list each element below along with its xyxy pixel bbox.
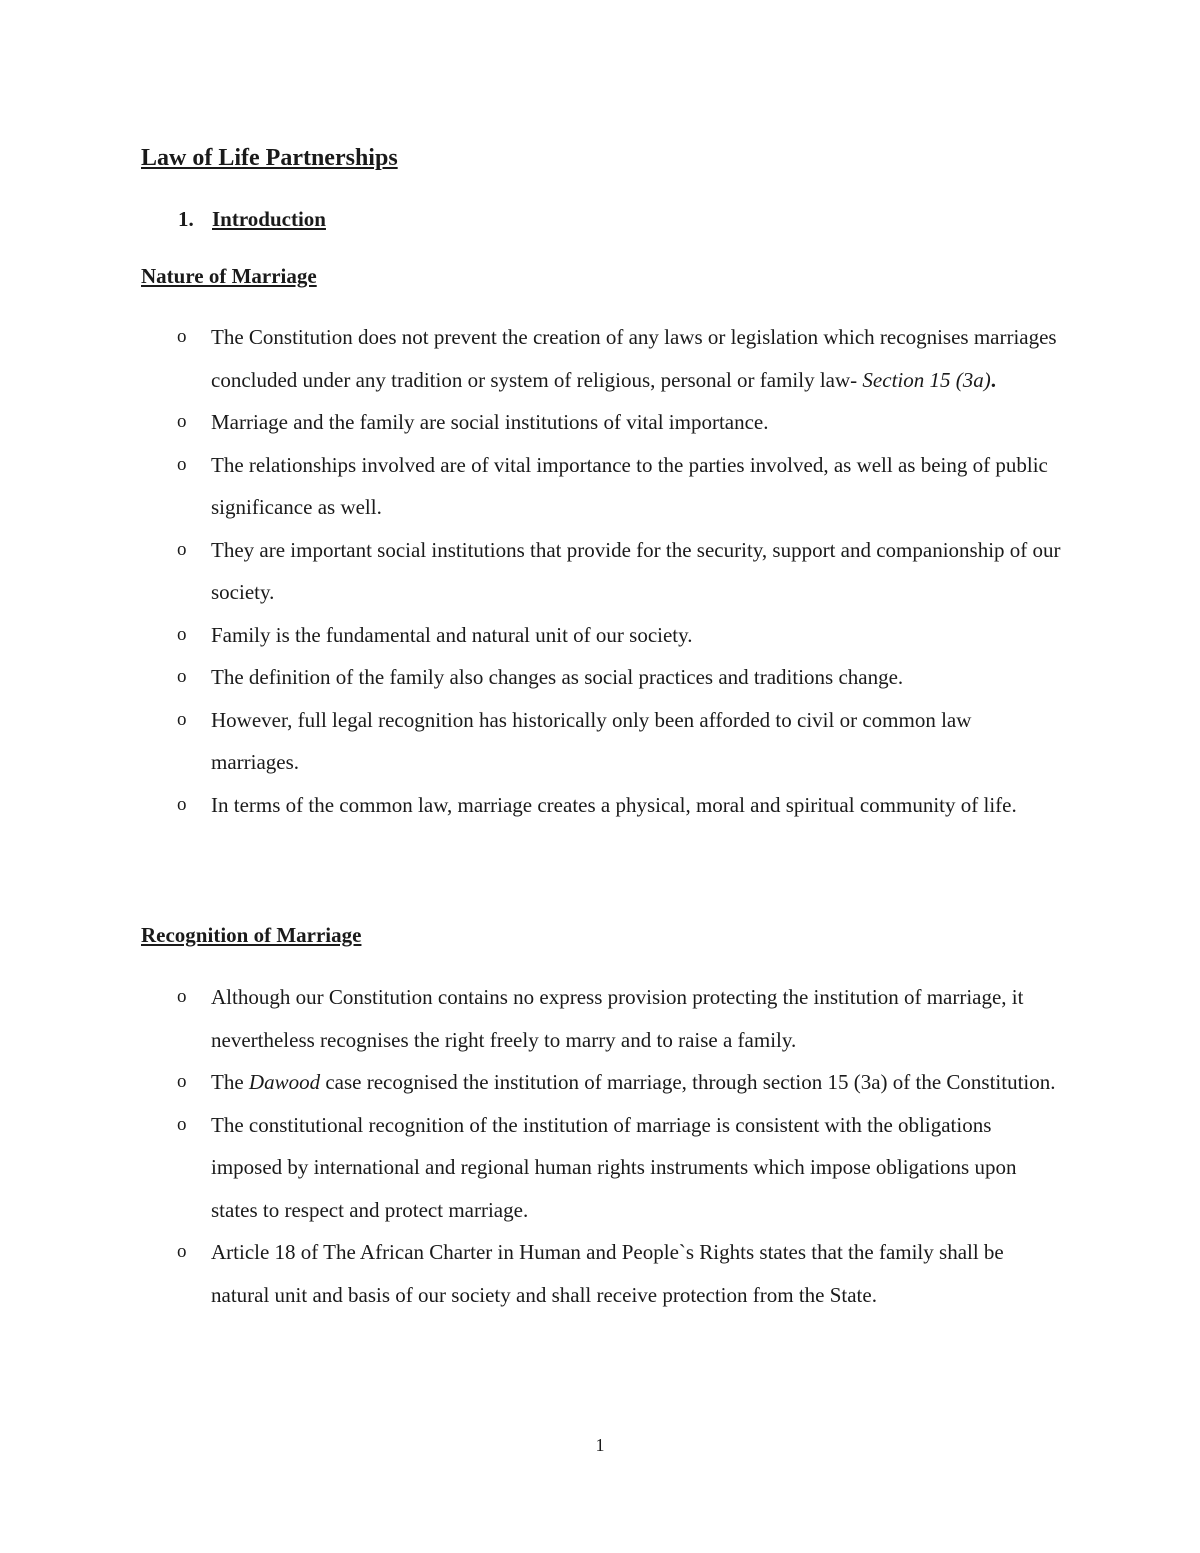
- bullet-marker: o: [177, 623, 187, 645]
- list-item: [0, 316, 1061, 401]
- bullet-marker: o: [177, 1113, 187, 1135]
- list-item-prefix: The: [211, 1070, 249, 1094]
- list-item-text: However, full legal recognition has historically only been afforded to civil or common law marriages.: [211, 707, 972, 774]
- list-item-text: The constitutional recognition of the institution of marriage is consistent with the obligations imposed by international and regional human rights instruments which impose obligations upon states to respect and protect marriage.: [211, 1112, 1017, 1222]
- list-item: [0, 1061, 1061, 1104]
- subheading-recognition-of-marriage: Recognition of Marriage: [141, 923, 362, 947]
- bullet-marker: o: [177, 453, 187, 475]
- list-item-suffix: .: [990, 367, 996, 392]
- bullet-marker: o: [177, 708, 187, 730]
- list-item-text: Although our Constitution contains no express provision protecting the institution of marriage, it nevertheless recognises the right freely to marry and to raise a family.: [211, 985, 1024, 1052]
- list-item-text: The relationships involved are of vital importance to the parties involved, as well as being of public significance as well.: [211, 452, 1048, 519]
- bullet-marker: o: [177, 1241, 187, 1262]
- recognition-of-marriage-list: [0, 976, 1061, 1316]
- list-item-text: In terms of the common law, marriage creates a physical, moral and spiritual community of life.: [211, 792, 1017, 817]
- section-heading: [178, 204, 326, 234]
- list-item-emphasis: Section 15 (3a): [862, 367, 991, 392]
- list-item-text: Article 18 of The African Charter in Human and People`s Rights states that the family shall be natural unit and basis of our society and shall receive protection from the State.: [211, 1240, 1004, 1307]
- document-title: Law of Life Partnerships: [141, 145, 398, 171]
- list-item: [0, 784, 1061, 827]
- section-number: 1.: [178, 207, 194, 231]
- list-item-text: They are important social institutions that provide for the security, support and companionship of our society.: [211, 537, 1061, 604]
- list-item-text: The Constitution does not prevent the creation of any laws or legislation which recognises marriages concluded under any tradition or system of religious, personal or family law-: [211, 325, 1057, 392]
- list-item: [0, 1104, 1061, 1232]
- list-item-text: The definition of the family also changes as social practices and traditions change.: [211, 665, 904, 689]
- list-item-text: case recognised the institution of marriage, through section 15 (3a) of the Constitution.: [320, 1070, 1056, 1094]
- page-number: 1: [595, 1435, 605, 1455]
- bullet-marker: o: [177, 666, 187, 687]
- bullet-marker: o: [177, 326, 187, 347]
- bullet-marker: o: [177, 986, 187, 1007]
- bullet-marker: o: [177, 411, 187, 432]
- list-item: [0, 656, 1061, 699]
- list-item: [0, 401, 1061, 444]
- section-title: Introduction: [212, 207, 326, 231]
- list-item: [0, 976, 1061, 1061]
- bullet-marker: o: [177, 538, 187, 560]
- list-item: [0, 614, 1061, 657]
- list-item-text: Family is the fundamental and natural unit of our society.: [211, 622, 693, 647]
- bullet-marker: o: [177, 1071, 187, 1092]
- list-item: [0, 699, 1061, 784]
- list-item: [0, 444, 1061, 529]
- bullet-marker: o: [177, 793, 187, 815]
- list-item: [0, 529, 1061, 614]
- list-item-text: Marriage and the family are social institutions of vital importance.: [211, 410, 769, 434]
- case-name-emphasis: Dawood: [248, 1070, 321, 1094]
- nature-of-marriage-list: [0, 316, 1061, 826]
- list-item: [0, 1231, 1061, 1316]
- subheading-nature-of-marriage: Nature of Marriage: [141, 264, 317, 288]
